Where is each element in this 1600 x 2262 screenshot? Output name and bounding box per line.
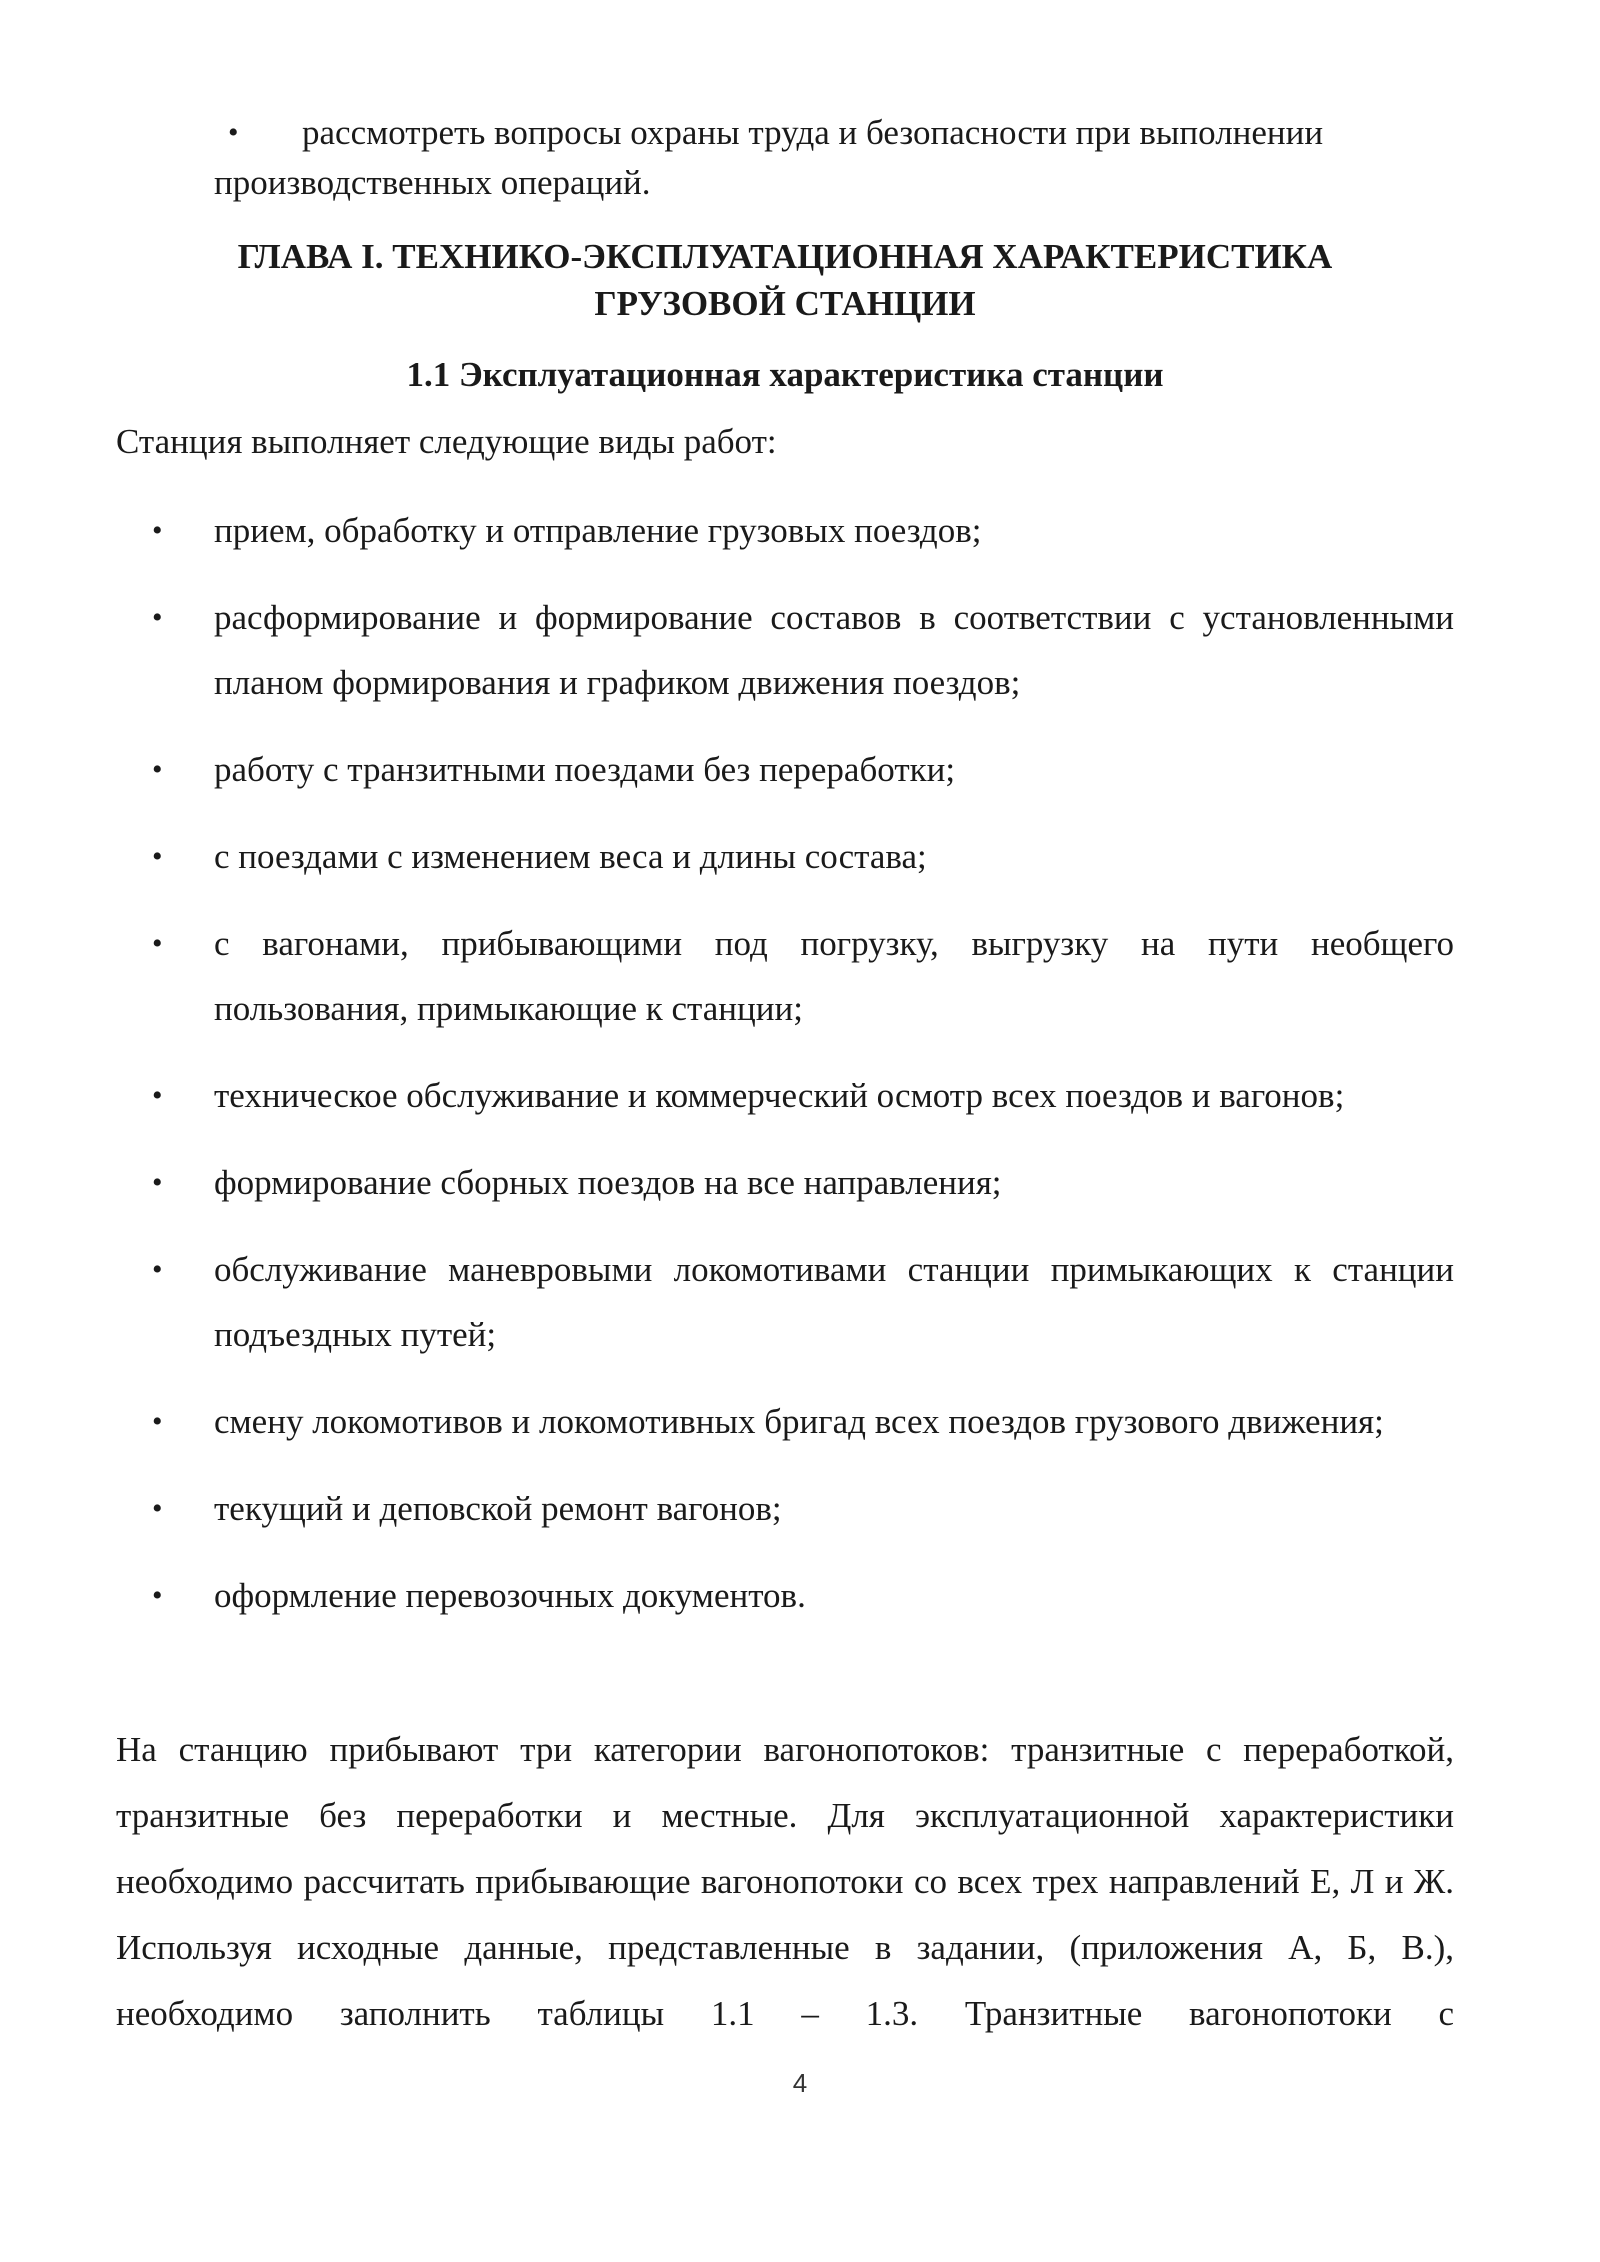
- list-item-text: обслуживание маневровыми локомотивами станции примыкающих к станции подъездных путей;: [214, 1250, 1454, 1354]
- bullet-icon: •: [152, 1579, 163, 1612]
- section-heading: 1.1 Эксплуатационная характеристика станции: [406, 355, 1164, 394]
- list-item: [116, 737, 1454, 802]
- list-item-text: расформирование и формирование составов в соответствии с установленными планом формирования и графиком движения поездов;: [214, 598, 1454, 702]
- list-item-text: с поездами с изменением веса и длины состава;: [214, 837, 927, 876]
- bullet-icon: •: [152, 753, 163, 786]
- bullet-icon: •: [152, 1166, 163, 1199]
- list-item-text: производственных операций.: [214, 163, 651, 202]
- list-item-continued: [116, 108, 1454, 208]
- bullet-icon: •: [152, 1253, 163, 1286]
- list-item-text: техническое обслуживание и коммерческий осмотр всех поездов и вагонов;: [214, 1076, 1345, 1115]
- list-item: [116, 1063, 1454, 1128]
- list-item: [116, 498, 1454, 563]
- chapter-heading-line: ГЛАВА I. ТЕХНИКО-ЭКСПЛУАТАЦИОННАЯ ХАРАКТЕРИСТИКА: [237, 237, 1333, 276]
- bullet-icon: •: [152, 927, 163, 960]
- page-number: 4: [792, 2068, 808, 2098]
- list-item-text: рассмотреть вопросы охраны труда и безопасности при выполнении: [302, 113, 1324, 152]
- list-item-text: прием, обработку и отправление грузовых поездов;: [214, 511, 982, 550]
- work-types-list: [116, 498, 1454, 1650]
- list-item-text: формирование сборных поездов на все направления;: [214, 1163, 1002, 1202]
- list-item-text: с вагонами, прибывающими под погрузку, выгрузку на пути необщего пользования, примыкающие к станции;: [214, 924, 1454, 1028]
- chapter-heading-line: ГРУЗОВОЙ СТАНЦИИ: [594, 284, 976, 323]
- list-item: [116, 1476, 1454, 1541]
- list-item: [116, 585, 1454, 715]
- bullet-icon: •: [152, 840, 163, 873]
- bullet-icon: •: [152, 1492, 163, 1525]
- body-paragraph: На станцию прибывают три категории вагонопотоков: транзитные с переработкой, транзитные без переработки и местные. Для эксплуатационной характеристики необходимо рассчитать прибывающие вагонопотоки со всех трех направлений Е, Л и Ж. Используя исходные данные, представленные в задании, (приложения А, Б, В.), необходимо заполнить таблицы 1.1 – 1.3. Транзитные вагонопотоки с: [116, 1730, 1454, 2033]
- intro-text: Станция выполняет следующие виды работ:: [116, 422, 777, 461]
- bullet-icon: •: [152, 1079, 163, 1112]
- list-item: [116, 1563, 1454, 1628]
- bullet-icon: •: [152, 601, 163, 634]
- list-item-text: текущий и деповской ремонт вагонов;: [214, 1489, 782, 1528]
- list-item-text: работу с транзитными поездами без переработки;: [214, 750, 956, 789]
- list-item: [116, 1150, 1454, 1215]
- bullet-icon: •: [228, 116, 239, 149]
- chapter-heading: [116, 233, 1454, 327]
- list-item: [116, 824, 1454, 889]
- bullet-icon: •: [152, 1405, 163, 1438]
- list-item: [116, 911, 1454, 1041]
- list-item-text: смену локомотивов и локомотивных бригад всех поездов грузового движения;: [214, 1402, 1384, 1441]
- list-item: [116, 1389, 1454, 1454]
- bullet-icon: •: [152, 514, 163, 547]
- list-item-text: оформление перевозочных документов.: [214, 1576, 806, 1615]
- list-item: [116, 1237, 1454, 1367]
